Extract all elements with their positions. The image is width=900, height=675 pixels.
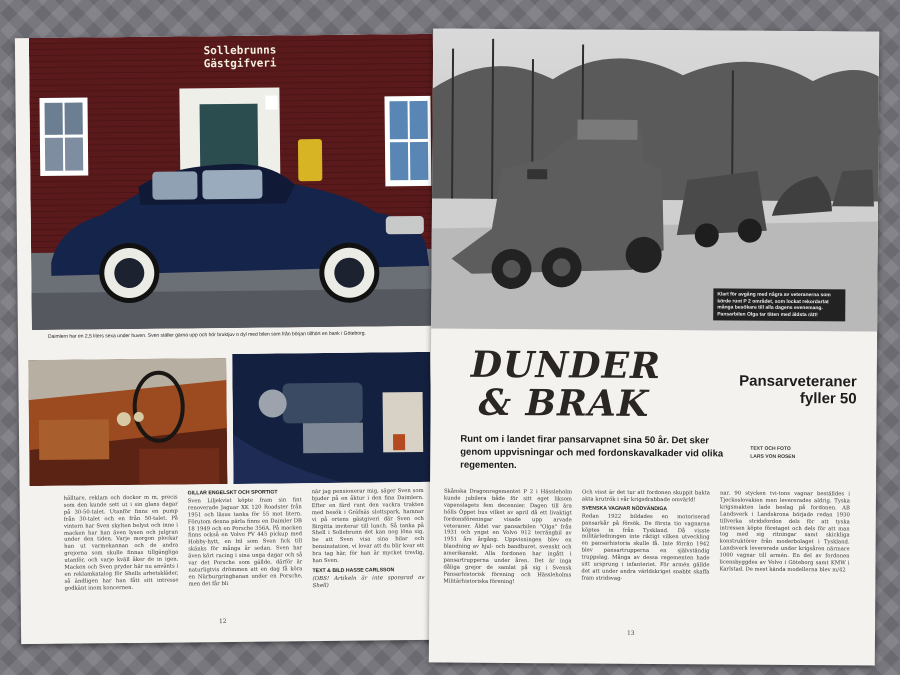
left-column-3 [312, 488, 425, 590]
left-note: (OBS! Artikeln är inte sponsrad av Shell) [312, 574, 425, 589]
inn-sign-line1: Sollebrunns [203, 43, 277, 58]
kicker-line-2: fyller 50 [799, 390, 857, 408]
left-byline: TEXT & BILD HASSE CARLSSON [312, 567, 395, 575]
kicker [667, 372, 857, 407]
right-photo-caption: Klart för avgång med några av veteranerna som körde runt P 2 området, som lockat rekordartat många besökare till alla dagens evenemang. Pansarbilen Olga tar täten med äldsta rätt! [713, 288, 845, 321]
page-number-left: 12 [218, 618, 227, 626]
photo-car-interior [28, 358, 227, 486]
magazine-page-left [15, 34, 439, 644]
magazine-page-right [429, 28, 879, 665]
right-column-1 [443, 489, 572, 589]
photo-credit [750, 445, 850, 462]
photo-car-at-inn [29, 34, 436, 330]
engine-illustration [232, 352, 431, 484]
inn-sign-line2: Gästgifveri [203, 56, 277, 71]
left-col3-text: när jag pensionerar mig, säger Sven som bjuder på en åktur i den fina Daimlern. Efter en färd runt den vackra trakten med besök i Gräfnäs slottspark, hamnar vi på ortens gästgiveri där Sven och Birgitta inviterar till lunch. Så tanka på Shell i Sollebrunn det kan nog löna sig, be att Sven visa sina bilar och bensinstation, vi lovar att du blir kvar ett bra tag här, för han är mycket trevlig, han Sven. [311, 487, 425, 565]
photo-engine-bay [232, 352, 431, 484]
deck-text: Runt om i landet firar pansarvapnet sina 50 år. Det sker genom uppvisningar och med fordonskavalkader vid olika regementen. [460, 433, 724, 472]
credit-line-1: TEXT OCH FOTO [750, 445, 791, 452]
interior-illustration [28, 358, 227, 486]
left-column-1 [64, 495, 179, 595]
left-col1-text: hälltare, reklam och dockor m m, precis som den kunde sett ut i sin glans dagar på 30-50-talet. Utanför finns en pump från 30-talet och en från 50-talet. På vintern har Sven skylten belyst och inne i macken har han även lysen och julgran under den tiden. Varje morgon plockar han ut varmekannan och de andra grejorna som skulle finnas tillgängliga utanför, och varje kväll åker de in igen. Macken och Sven pryder här nu använts i en reklamkatalog för Shells arbetskläder, så ändligen har han fått sitt intresse godkänt inom koncernen. [63, 494, 179, 592]
left-column-2 [188, 489, 303, 590]
left-col2-heading: GILLAR ENGELSKT OCH SPORTIGT [187, 489, 278, 497]
right-column-3 [719, 490, 850, 576]
page-number-right: 13 [626, 629, 635, 637]
convoy-illustration [431, 28, 879, 331]
left-photo-caption: Daimlern har en 2,5 liters sexa under huven. Sven ställer gärna upp och hör bruktjuv o dyl med bilen som från början tillhört en bank i Göteborg. [47, 330, 366, 340]
photo-armored-convoy [431, 28, 879, 331]
right-col3-text: nar. 90 stycken tvi-tons vagnar beställdes i Tjeckoslovakien men levererades aldrig. Tyska krigsmakten lade beslag på fordonen. AB Landsverk i Landskrona började redan 1930 tillverka stridsfordon dels för att tyska intressen köpte företaget och dels för att man tog med sig ritningar samt skickliga konstruktörer från moderbolaget i Tyskland. Landsverk levererade under krigsåren närmare 1000 vagnar till armén. En del av fordonen licensbyggdes av Volvo i Göteborg samt KMW i Karlstad. De mest kända modellerna blev m/42 [719, 490, 850, 574]
left-col2-text: Sven Liljekvist köpte fram sin fint renoverade Jaguar XK 120 Roadster från 1951 och läsus tanka för 55 mot litern. Förutom denna pärla finns en Daimler DB 18 1949 och en Porsche 356A. På macken finns också en Volvo PV 445 pickup med Hobby-hytt, en bil som Sven fick till skänks för många år sedan. Sven har även kört racing i sina unga dagar och så var det Porsche som gällde, därför är naturligtvis drömmen att en dag få köra en Nürburgringbanan under en Porsche, men det får bli [187, 497, 303, 588]
title-line-1: DUNDER [470, 343, 662, 388]
car-illustration [29, 34, 436, 330]
right-col2-heading: SVENSKA VAGNAR NÖDVÄNDIGA [581, 505, 668, 512]
right-column-2 [581, 490, 710, 586]
right-col2-intro: Och visst är det tur att fordonen skuppit bakta akta krutrök i vår krigsdrabbade omvärld! [581, 489, 711, 504]
right-col1-text: Skånska Dragonregementet P 2 i Hässleholm kunde jubilera både för sitt eget liksom vapenslagets fem decennier. Dagen till ära hölls Öppet hus vilket av april då ett livaktigt fordonsföreningar visade upp arvade veteraner. Äldst var pansarbilen "Olga" från 1931 och yngst en Volvo 912 terrängbil av 1951 års årgång. Uppvisningen blev en blandning av hjul- och bandburet, svenskt och amerikanskt. Alla fordonen har ingått i pansartrupperna under åren. Det är inga dåliga grejor de samlat på sig i Svensk Pansarhistorisk förening och Hässleholms Militärhistoriska förening! [443, 488, 573, 585]
kicker-line-1: Pansarveteraner [739, 372, 857, 391]
credit-line-2: LARS VON ROSEN [750, 453, 796, 460]
right-col2-text: Redan 1922 bildades en motoriserad pansarkår på försök. De första tio vagnarna köptes in från Tyskland. Då visste militärledningen inte riktigt vilken utveckling en pansarhistoria skulle få. Inte förrän 1942 blev pansartrupperna en självständig truppslag. Många av dessa regementen hade sitt ursprung i infanteriet. För armén gällde det att under andra världskriget snabbt skaffa fram stridsvag- [581, 513, 710, 582]
title-line-2: & BRAK [478, 381, 650, 425]
